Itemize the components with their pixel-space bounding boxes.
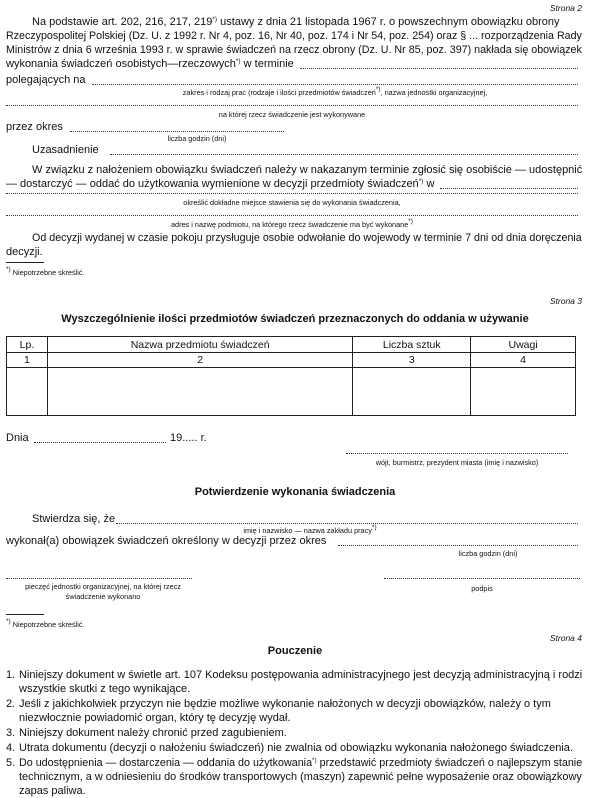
year-label: 19..... r. [170,432,207,444]
page-2-label: Strona 2 [549,3,582,13]
stamp-caption-line-1: pieczęć jednostki organizacyjnej, na której rzecz [25,582,181,591]
list-item-text: Niniejszy dokument w świetle art. 107 Kodeksu postępowania administracyjnego jest decyzją administracyjną i rodzi [19,669,583,681]
list-item-text: Do udostępnienia — dostarczenia — oddania do użytkowania*) przedstawić przedmioty świadczeń o najlepszym stanie [19,757,583,769]
scope-caption: zakres i rodzaj prac (rodzaje i ilości przedmiotów świadczeń*), nazwa jednostki organizacyjnej, [182,86,488,97]
signature-caption: podpis [471,584,493,593]
footnote-separator [6,262,44,263]
footnote: *) Niepotrzebne skreślić. [6,266,85,277]
table-row[interactable] [7,368,576,416]
list-item-number: 3. [6,727,16,739]
page-4-label: Strona 4 [549,633,582,643]
scope-field-line-2[interactable] [6,105,578,106]
column-header-lp: Lp. [7,337,48,353]
column-header-uwagi: Uwagi [471,337,576,353]
uzasadnienie-label: Uzasadnienie [32,144,99,156]
appeal-paragraph-line-1: Od decyzji wydanej w czasie pokoju przysługuje osobie odwołanie do wojewody w terminie 7 dni od dnia doręczenia [32,232,582,244]
table-header-row [7,337,576,353]
duration-field[interactable] [70,131,284,132]
column-header-nazwa: Nazwa przedmiotu świadczeń [47,337,352,353]
official-signature-field[interactable] [346,453,568,454]
column-number: 2 [47,353,352,368]
confirm-duration-caption: liczba godzin (dni) [458,549,518,558]
list-item-text: wszystkie skutki z tego wynikające. [19,683,191,695]
table-cell[interactable] [353,368,471,416]
list-item-number: 2. [6,698,16,710]
list-item-number: 4. [6,742,16,754]
list-item-text: Jeśli z jakichkolwiek przyczyn nie będzie możliwe wykonanie nałożonych w decyzji obowiązków, należy o tym [19,698,551,710]
beneficiary-caption: na której rzecz świadczenie jest wykonywane [218,110,366,119]
list-item-number: 1. [6,669,16,681]
page-3-label: Strona 3 [549,296,582,306]
decision-paragraph-line-4: wykonania świadczeń osobistych—rzeczowych*) w terminie [6,58,294,70]
items-table [6,336,576,416]
column-header-liczba: Liczba sztuk [353,337,471,353]
przez-okres-label: przez okres [6,121,63,133]
location-field-line-2[interactable] [6,193,578,194]
decision-paragraph-line-1: Na podstawie art. 202, 216, 217, 219*) ustawy z dnia 21 listopada 1967 r. o powszechnym obowiązku obrony [32,16,560,28]
column-number: 1 [7,353,48,368]
dnia-label: Dnia [6,432,29,444]
list-item-text: niezwłocznie powiadomić organ, który tę decyzję wydał. [19,712,291,724]
stamp-field[interactable] [6,578,192,579]
list-item-text: technicznym, a w odniesieniu do środków transportowych (maszyn) zapewnić pełne wyposażenie oraz obowiązkowy [19,771,582,783]
decision-paragraph-line-2: Rzeczypospolitej Polskiej (Dz. U. z 1992 r. Nr 4, poz. 16, Nr 40, poz. 174 i Nr 54, poz. 254) oraz § ... rozporządzenia Rady [6,30,582,42]
duration-caption: liczba godzin (dni) [167,134,227,143]
obligation-paragraph-line-2: — dostarczyć — oddać do użytkowania wymienione w decyzji przedmioty świadczeń*) w [6,178,435,190]
polegajacych-label: polegających na [6,74,86,86]
confirmation-title: Potwierdzenie wykonania świadczenia [194,486,396,498]
instructions-title: Pouczenie [267,645,323,657]
list-item-text: Utrata dokumentu (decyzji o nałożeniu świadczeń) nie zwalnia od obowiązku wykonania nałożonego świadczenia. [19,742,573,754]
scope-field[interactable] [92,84,578,85]
table-cell[interactable] [47,368,352,416]
person-field[interactable] [116,523,578,524]
justification-field[interactable] [110,154,578,155]
location-field[interactable] [440,188,578,189]
list-item-number: 5. [6,757,16,769]
deadline-field[interactable] [300,68,578,69]
stamp-caption-line-2: świadczenie wykonano [65,592,141,601]
address-caption: adres i nazwę podmiotu, na którego rzecz świadczenie ma być wykonane*) [171,218,413,229]
items-table-title: Wyszczególnienie ilości przedmiotów świadczeń przeznaczonych do oddania w używanie [61,313,529,325]
footnote-separator [6,614,44,615]
date-field[interactable] [34,442,166,443]
table-cell[interactable] [471,368,576,416]
table-number-row [7,353,576,368]
column-number: 3 [353,353,471,368]
signature-field[interactable] [384,578,580,579]
address-field[interactable] [6,215,578,216]
official-caption: wójt, burmistrz, prezydent miasta (imię i nazwisko) [375,458,539,467]
column-number: 4 [471,353,576,368]
footnote: *) Niepotrzebne skreślić. [6,618,85,629]
list-item-text: zapas paliwa. [19,785,86,797]
appeal-paragraph-line-2: decyzji. [6,246,43,258]
obligation-paragraph-line-1: W związku z nałożeniem obowiązku świadczeń należy w nakazanym terminie zgłosić się osobiście — udostępnić [32,164,583,176]
wykonal-label: wykonał(a) obowiązek świadczeń określony w decyzji przez okres [6,535,327,547]
location-caption: określić dokładne miejsce stawienia się do wykonania świadczenia, [183,198,401,207]
table-cell[interactable] [7,368,48,416]
person-caption: imię i nazwisko — nazwa zakładu pracy*) [243,524,377,535]
decision-paragraph-line-3: Ministrów z dnia 6 września 1993 r. w sprawie świadczeń na rzecz obrony (Dz. U. Nr 85, poz. 397) nakłada się obowiązek [6,44,582,56]
list-item-text: Niniejszy dokument należy chronić przed zagubieniem. [19,727,287,739]
confirm-duration-field[interactable] [338,545,578,546]
stwierdza-label: Stwierdza się, że [32,513,116,525]
